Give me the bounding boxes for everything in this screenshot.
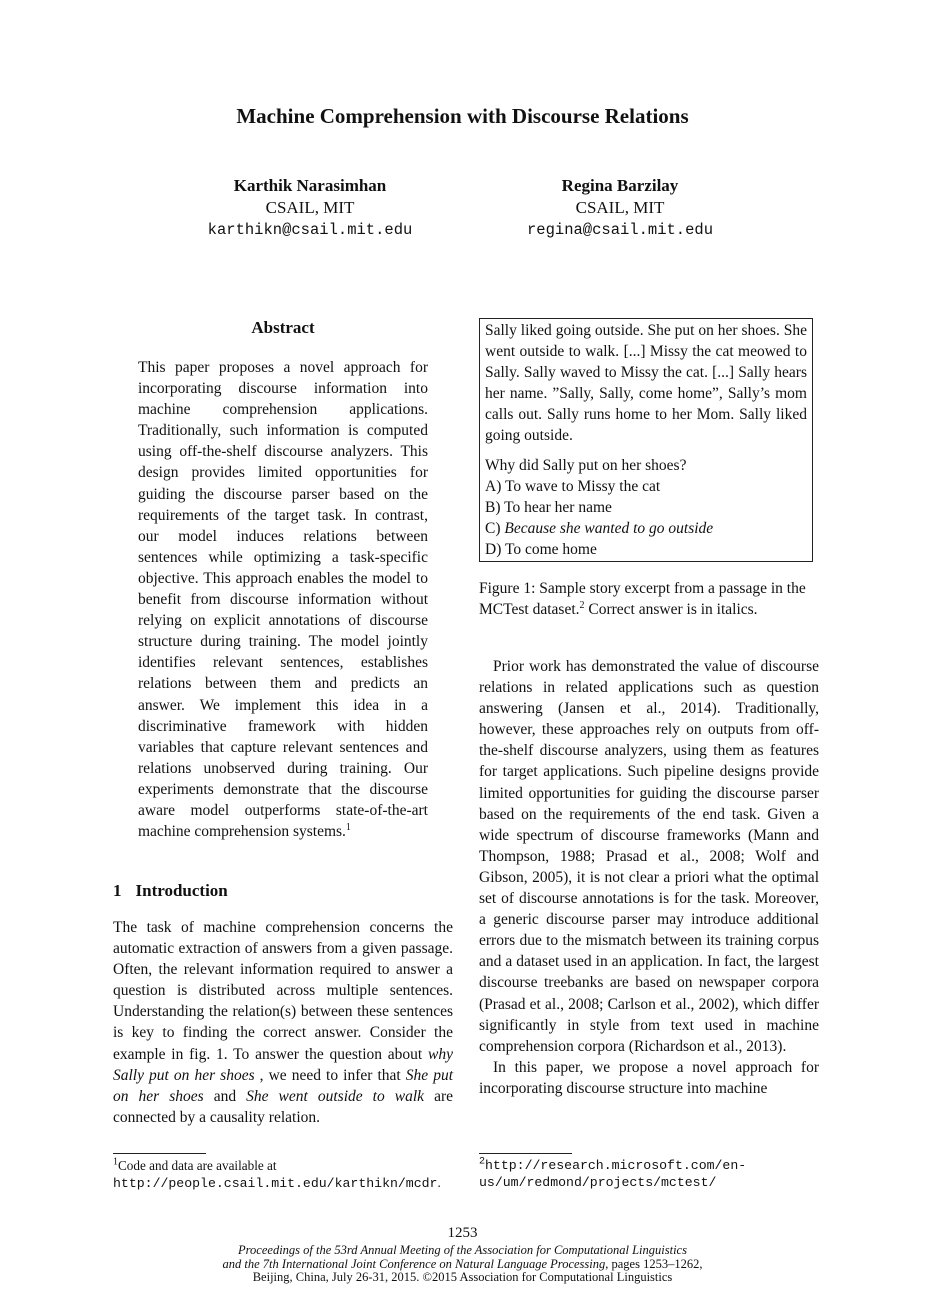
author-affiliation: CSAIL, MIT	[265, 198, 355, 217]
footnote-mark: 2	[479, 1156, 486, 1168]
intro-text: , we need to infer that	[254, 1066, 406, 1084]
footnote-mark[interactable]: 2	[579, 599, 585, 611]
proceedings-footer	[0, 1244, 925, 1285]
footer-line: Beijing, China, July 26-31, 2015. ©2015 Association for Computational Linguistics	[252, 1270, 673, 1284]
abstract-body: This paper proposes a novel approach for incorporating discourse information into machine comprehension applications. Traditionally, such information is computed using off-the-shelf discourse analyzers. This design provides limited opportunities for guiding the discourse parser based on the requirements of the target task. In contrast, our model induces relations between sentences while optimizing a task-specific objective. This approach enables the model to benefit from discourse information without relying on explicit annotations of discourse structure during training. The model jointly identifies relevant sentences, establishes relations between them and predicts an answer. We implement this idea in a discriminative framework with hidden variables that capture relevant sentences and relations unobserved during training. Our experiments demonstrate that the discourse aware model outperforms state-of-the-art machine comprehension systems.	[138, 359, 428, 841]
answer-option-correct	[485, 518, 807, 539]
footnote-2	[479, 1157, 824, 1191]
intro-text: and	[203, 1087, 247, 1105]
paragraph: Prior work has demonstrated the value of discourse relations in related applications such as question answering (Jansen et al., 2014). Traditionally, however, these approaches rely on outputs from off-the-shelf discourse analyzers, using them as features for target applications. Such pipeline designs provide limited opportunities for guiding the discourse parser based on the requirements of the end task. Given a wide spectrum of discourse frameworks (Mann and Thompson, 1988; Prasad et al., 2008; Wolf and Gibson, 2005), it is not clear a priori what the optimal set of discourse annotations is for the task. Moreover, a generic discourse parser may introduce additional errors due to the mismatch between its training corpus and a dataset used in an application. In fact, the largest discourse treebanks are based on newspaper corpora (Prasad et al., 2008; Carlson et al., 2002), which differ significantly in style from text used in machine comprehension corpora (Richardson et al., 2013).	[479, 658, 819, 1055]
author-name: Regina Barzilay	[561, 176, 679, 195]
introduction-paragraph	[113, 917, 453, 1128]
page-number: 1253	[447, 1225, 478, 1241]
author-1	[160, 175, 460, 241]
abstract-heading: Abstract	[251, 318, 315, 337]
paper-title: Machine Comprehension with Discourse Relations	[236, 104, 689, 128]
option-text: Because she wanted to go outside	[504, 519, 714, 537]
figure-1-box	[479, 318, 813, 562]
caption-text: Figure 1: Sample story excerpt from a passage in the MCTest dataset.	[479, 580, 806, 619]
answer-option	[485, 497, 807, 518]
footnote-1	[113, 1157, 458, 1192]
answer-option	[485, 476, 807, 497]
option-text: To wave to Missy the cat	[504, 477, 661, 495]
figure-caption	[479, 578, 821, 620]
footnote-mark: 1	[113, 1156, 118, 1168]
figure-story: Sally liked going outside. She put on her shoes. She went outside to walk. [...] Missy the cat meowed to Sally. Sally waved to Missy the cat. [...] Sally hears her name. ”Sally, Sally, come home”, Sally’s mom calls out. Sally runs home to her Mom. Sally liked going outside.	[485, 322, 807, 445]
intro-italic: She put on her shoes	[113, 1066, 454, 1105]
option-label: A)	[485, 477, 502, 495]
footnote-link[interactable]: http://people.csail.mit.edu/karthikn/mcdr	[113, 1176, 438, 1191]
paragraph: In this paper, we propose a novel approach for incorporating discourse structure into machine	[479, 1058, 819, 1097]
footer-text: and the 7th International Joint Conference on Natural Language Processing	[222, 1256, 606, 1271]
footer-text: , pages 1253–1262,	[605, 1256, 703, 1271]
figure-question: Why did Sally put on her shoes?	[485, 456, 687, 474]
footnote-text: Code and data are available at	[118, 1158, 277, 1173]
caption-text: Correct answer is in italics.	[584, 601, 758, 619]
author-affiliation: CSAIL, MIT	[575, 198, 665, 217]
author-email[interactable]: karthikn@csail.mit.edu	[207, 221, 413, 239]
footer-line	[0, 1258, 925, 1272]
abstract-text	[138, 357, 428, 842]
intro-text: are connected by a causality relation.	[113, 1087, 454, 1126]
right-column-text	[479, 656, 819, 1099]
footnote-rule	[113, 1153, 206, 1154]
author-email[interactable]: regina@csail.mit.edu	[526, 221, 714, 239]
option-label: B)	[485, 498, 501, 516]
option-text: To hear her name	[504, 498, 612, 516]
footnote-mark[interactable]: 1	[345, 821, 351, 833]
intro-italic: She went outside to walk	[246, 1087, 425, 1105]
intro-italic: why Sally put on her shoes	[113, 1045, 453, 1084]
section-title: Introduction	[135, 881, 228, 900]
option-label: D)	[485, 540, 502, 558]
section-heading-introduction	[113, 881, 228, 901]
footnote-rule	[479, 1153, 572, 1154]
author-name: Karthik Narasimhan	[233, 176, 387, 195]
footnote-text: .	[437, 1175, 441, 1190]
footer-line: Proceedings of the 53rd Annual Meeting of the Association for Computational Linguistics	[238, 1243, 687, 1257]
footnote-link[interactable]: http://research.microsoft.com/en-us/um/redmond/projects/mctest/	[479, 1158, 747, 1190]
option-label: C)	[485, 519, 501, 537]
answer-option	[485, 539, 807, 560]
author-2	[470, 175, 770, 241]
intro-text: The task of machine comprehension concerns the automatic extraction of answers from a given passage. Often, the relevant information required to answer a question is distributed across multiple sentences. Understanding the relation(s) between these sentences is key to finding the correct answer. Consider the example in fig. 1. To answer the question about	[113, 919, 453, 1063]
section-number: 1	[113, 881, 122, 900]
option-text: To come home	[504, 540, 597, 558]
